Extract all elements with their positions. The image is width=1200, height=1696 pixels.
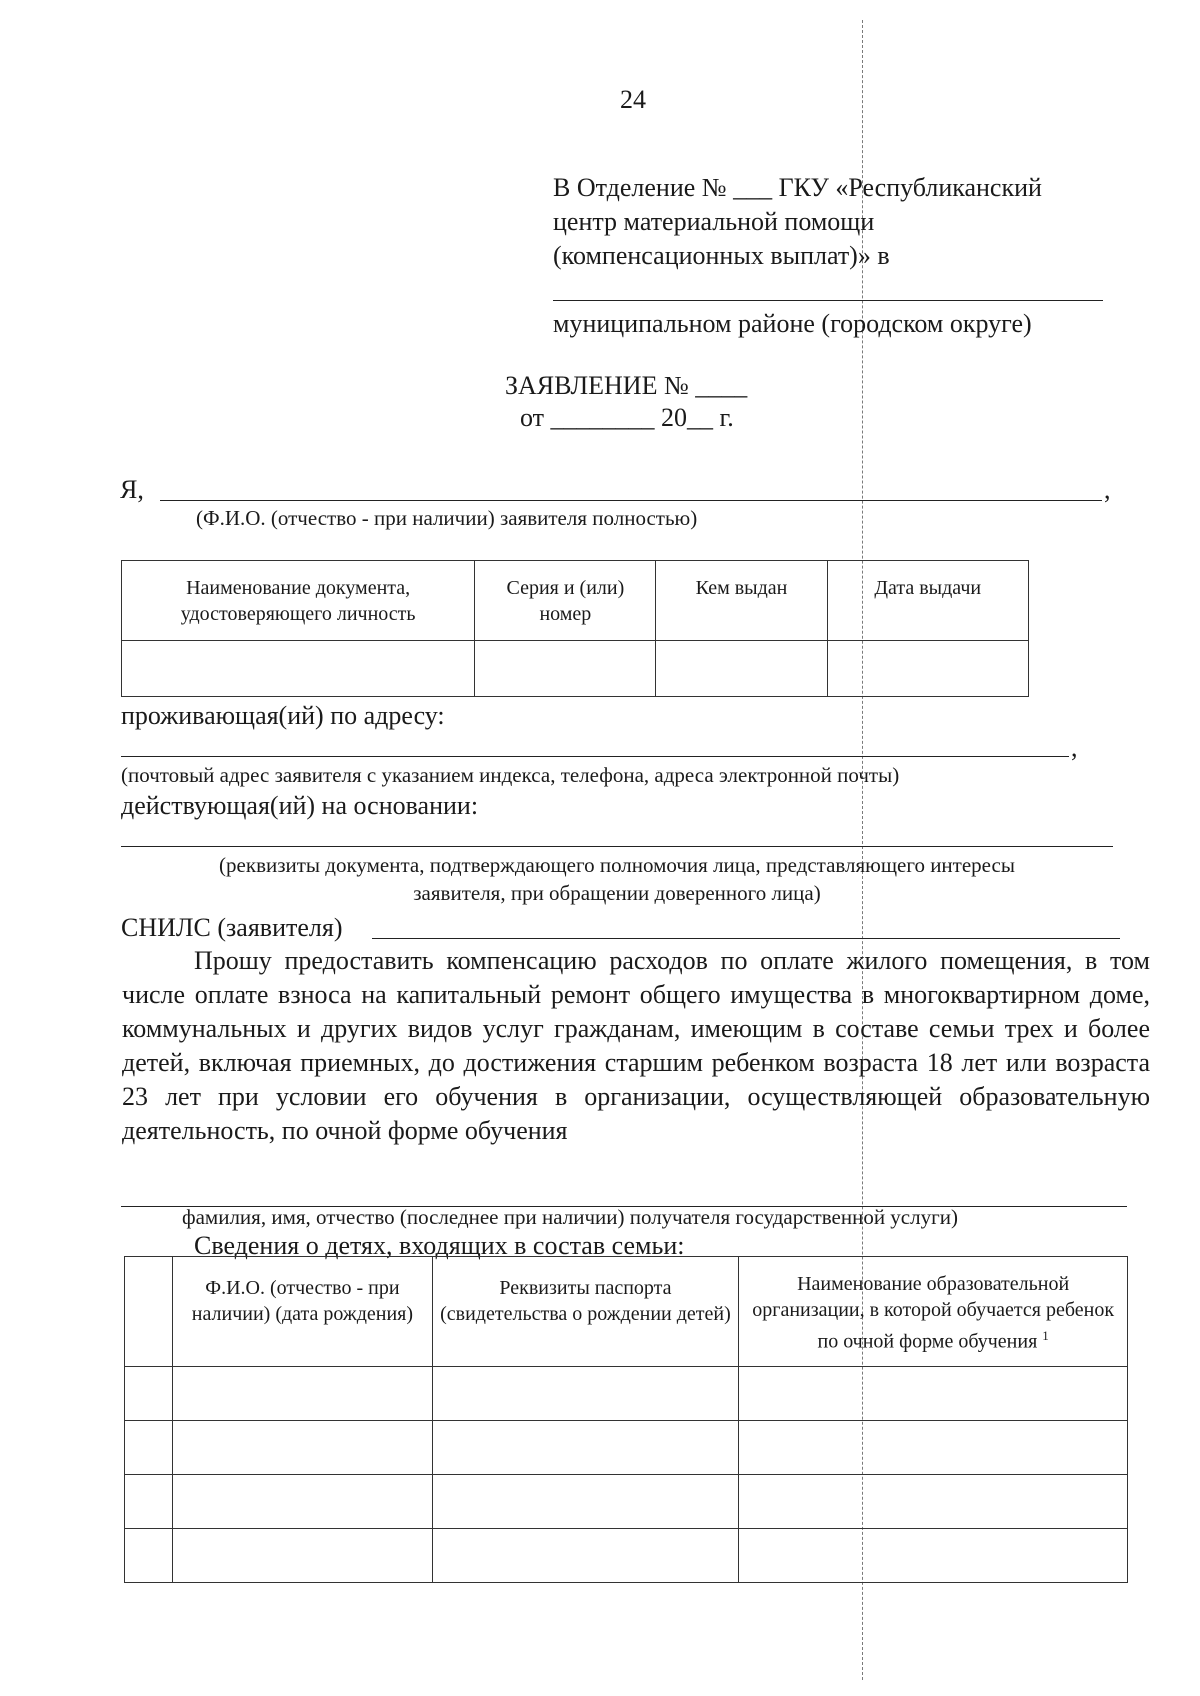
children-cell-passport[interactable] [432, 1529, 739, 1583]
children-cell-passport[interactable] [432, 1475, 739, 1529]
children-cell-school[interactable] [739, 1475, 1128, 1529]
id-header-issued-by: Кем выдан [656, 561, 827, 641]
id-cell-series[interactable] [475, 641, 656, 697]
children-header-index [125, 1257, 173, 1367]
application-date-line: от ________ 20__ г. [520, 403, 734, 432]
children-cell-index[interactable] [125, 1475, 173, 1529]
addressee-line-4: муниципальном районе (городском округе) [553, 309, 1032, 338]
applicant-prefix: Я, [120, 475, 144, 504]
children-cell-passport[interactable] [432, 1421, 739, 1475]
children-header-school-text: Наименование образовательной организации, в которой обучается ребенок по очной форме обучения [752, 1273, 1115, 1353]
applicant-caption: (Ф.И.О. (отчество - при наличии) заявителя полностью) [196, 506, 698, 530]
request-paragraph: Прошу предоставить компенсацию расходов по оплате жилого помещения, в том числе оплате взноса на капитальный ремонт общего имущества в многоквартирном доме, коммунальных и других видов услуг гражданам, имеющим в составе семьи трех и более детей, включая приемных, до достижения старшим ребенком возраста 18 лет или возраста 23 лет при условии его обучения в организации, осуществляющей образовательную деятельность, по очной форме обучения [122, 946, 1150, 1145]
address-blank[interactable] [121, 756, 1069, 757]
footnote-mark: 1 [1042, 1328, 1049, 1343]
basis-caption-line-1: (реквизиты документа, подтверждающего полномочия лица, представляющего интересы [219, 853, 1015, 877]
id-cell-issued-by[interactable] [656, 641, 827, 697]
id-header-doc-name: Наименование документа, удостоверяющего личность [122, 561, 475, 641]
children-cell-passport[interactable] [432, 1367, 739, 1421]
children-cell-index[interactable] [125, 1529, 173, 1583]
basis-blank[interactable] [121, 846, 1113, 847]
id-cell-issue-date[interactable] [827, 641, 1028, 697]
children-cell-index[interactable] [125, 1367, 173, 1421]
id-document-table [121, 560, 1029, 697]
id-header-series: Серия и (или) номер [475, 561, 656, 641]
address-label: проживающая(ий) по адресу: [121, 701, 445, 730]
children-cell-school[interactable] [739, 1421, 1128, 1475]
children-header-name: Ф.И.О. (отчество - при наличии) (дата рождения) [173, 1257, 432, 1367]
children-header-passport: Реквизиты паспорта (свидетельства о рождении детей) [432, 1257, 739, 1367]
children-cell-index[interactable] [125, 1421, 173, 1475]
children-cell-school[interactable] [739, 1367, 1128, 1421]
address-caption: (почтовый адрес заявителя с указанием индекса, телефона, адреса электронной почты) [121, 763, 900, 787]
application-title: ЗАЯВЛЕНИЕ № ____ [505, 371, 748, 400]
snils-blank[interactable] [372, 938, 1120, 939]
children-table [124, 1256, 1128, 1583]
basis-caption-line-2: заявителя, при обращении доверенного лица) [413, 881, 821, 905]
children-heading: Сведения о детях, входящих в состав семьи: [194, 1231, 685, 1260]
district-blank[interactable] [553, 300, 1103, 301]
applicant-name-blank[interactable] [160, 500, 1102, 501]
page-number: 24 [620, 85, 646, 114]
address-suffix: , [1071, 733, 1078, 762]
applicant-suffix: , [1104, 475, 1111, 504]
addressee-line-1: В Отделение № ___ ГКУ «Республиканский [553, 173, 1042, 202]
children-header-school [739, 1257, 1128, 1367]
basis-label: действующая(ий) на основании: [121, 791, 479, 820]
children-cell-school[interactable] [739, 1529, 1128, 1583]
children-cell-name[interactable] [173, 1529, 432, 1583]
snils-label: СНИЛС (заявителя) [121, 913, 343, 942]
children-cell-name[interactable] [173, 1421, 432, 1475]
children-cell-name[interactable] [173, 1475, 432, 1529]
id-header-issue-date: Дата выдачи [827, 561, 1028, 641]
children-cell-name[interactable] [173, 1367, 432, 1421]
recipient-caption: фамилия, имя, отчество (последнее при наличии) получателя государственной услуги) [182, 1205, 958, 1229]
addressee-line-3: (компенсационных выплат)» в [553, 241, 890, 270]
id-cell-doc-name[interactable] [122, 641, 475, 697]
addressee-line-2: центр материальной помощи [553, 207, 875, 236]
